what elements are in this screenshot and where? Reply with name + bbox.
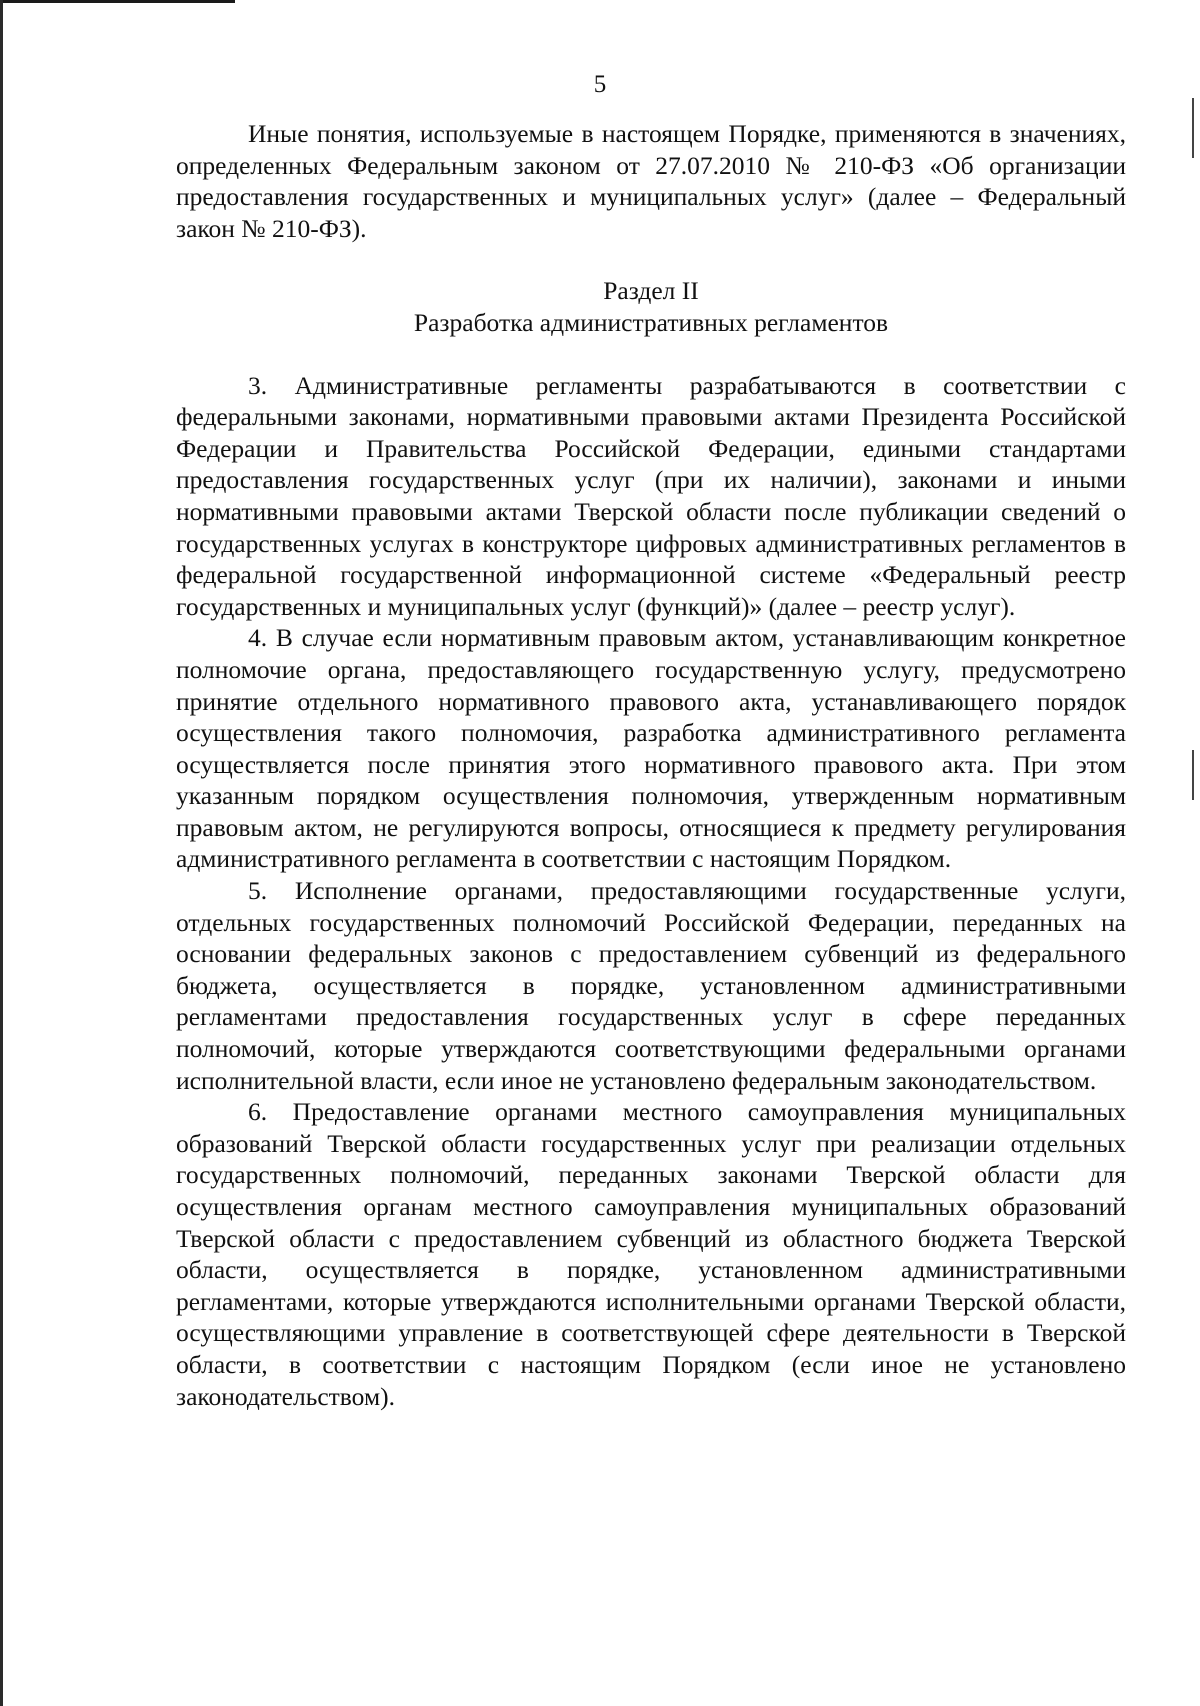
- scan-mark: [1192, 98, 1194, 158]
- paragraph-5: 5. Исполнение органами, предоставляющими государственные услуги, отдельных государственных полномочий Российской Федерации, переданных на основании федеральных законов с предоставлением субвенций из федерального бюджета, осуществляется в порядке, установленном административными регламентами предоставления государственных услуг в сфере переданных полномочий, которые утверждаются соответствующими федеральными органами исполнительной власти, если иное не установлено федеральным законодательством.: [176, 876, 1126, 1095]
- section-title: Раздел II: [603, 276, 699, 306]
- page-number: 5: [593, 71, 607, 98]
- scan-edge-left: [0, 0, 3, 1706]
- paragraph-3: 3. Административные регламенты разрабатываются в соответствии с федеральными законами, нормативными правовыми актами Президента Российской Федерации и Правительства Российской Федерации, едиными стандартами предоставления государственных услуг (при их наличии), законами и иными нормативными правовыми актами Тверской области после публикации сведений о государственных услугах в конструкторе цифровых административных регламентов в федеральной государственной информационной системе «Федеральный реестр государственных и муниципальных услуг (функций)» (далее – реестр услуг).: [176, 370, 1126, 621]
- paragraph-6: 6. Предоставление органами местного самоуправления муниципальных образований Тверской области государственных услуг при реализации отдельных государственных полномочий, переданных законами Тверской области для осуществления органам местного самоуправления муниципальных образований Тверской области с предоставлением субвенций из областного бюджета Тверской области, осуществляется в порядке, установленном административными регламентами, которые утверждаются исполнительными органами Тверской области, осуществляющими управление в соответствующей сфере деятельности в Тверской области, в соответствии с настоящим Порядком (если иное не установлено законодательством).: [176, 1097, 1126, 1411]
- paragraph-intro: Иные понятия, используемые в настоящем Порядке, применяются в значениях, определенных Федеральным законом от 27.07.2010 № 210-ФЗ «Об организации предоставления государственных и муниципальных услуг» (далее – Федеральный закон № 210-ФЗ).: [176, 119, 1126, 243]
- paragraph-4: 4. В случае если нормативным правовым актом, устанавливающим конкретное полномочие органа, предоставляющего государственную услугу, предусмотрено принятие отдельного нормативного правового акта, устанавливающего порядок осуществления такого полномочия, разработка административного регламента осуществляется после принятия этого нормативного правового акта. При этом указанным порядком осуществления полномочия, утвержденным нормативным правовым актом, не регулируются вопросы, относящиеся к предмету регулирования административного регламента в соответствии с настоящим Порядком.: [176, 623, 1126, 874]
- scan-edge-top: [0, 0, 235, 3]
- scan-mark: [1192, 750, 1194, 800]
- document-body: [176, 118, 1126, 1412]
- section-subtitle: Разработка административных регламентов: [413, 307, 889, 337]
